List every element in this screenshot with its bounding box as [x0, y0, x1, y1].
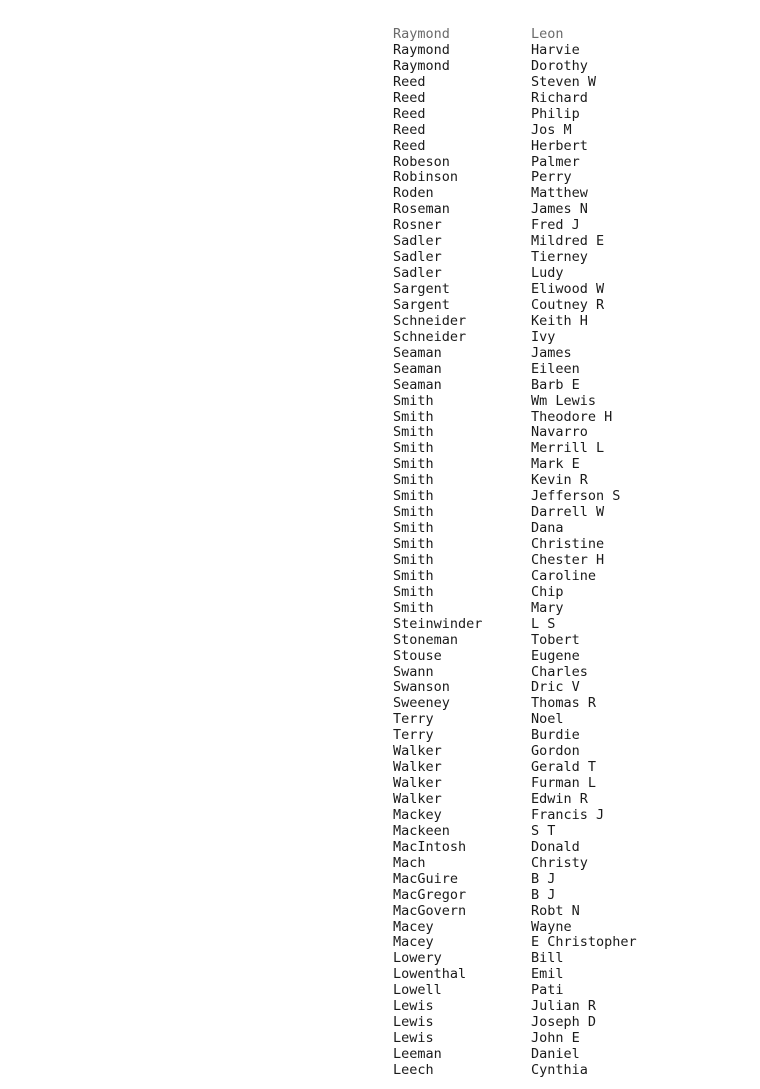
last-name: MacIntosh	[393, 838, 467, 855]
last-name: Smith	[393, 488, 434, 505]
last-name: Leech	[393, 1061, 434, 1078]
first-name: Furman L	[531, 775, 597, 792]
last-name: Macey	[393, 918, 434, 935]
first-name: Francis J	[531, 806, 605, 823]
last-name: Sadler	[393, 249, 442, 266]
first-name: Gerald T	[531, 759, 597, 776]
last-name: Swanson	[393, 679, 450, 696]
last-name: Lewis	[393, 998, 434, 1015]
last-name: Sargent	[393, 281, 450, 297]
first-name: Tobert	[531, 631, 580, 648]
first-name: Chip	[531, 583, 564, 600]
last-name: Raymond	[393, 26, 450, 42]
first-name: Noel	[531, 711, 564, 728]
first-name: Dorothy	[531, 57, 588, 74]
first-name: Jefferson S	[531, 488, 621, 505]
last-name: Mackey	[393, 806, 442, 823]
first-name: Daniel	[531, 1046, 580, 1062]
last-name: Reed	[393, 73, 426, 90]
last-name: Sadler	[393, 233, 442, 250]
first-name: Cynthia	[531, 1061, 588, 1078]
first-name: S T	[531, 822, 556, 839]
last-name: MacGuire	[393, 870, 459, 887]
first-name: John E	[531, 1030, 580, 1047]
first-name: Pati	[531, 982, 564, 999]
last-name: Lewis	[393, 1030, 434, 1047]
last-name: Smith	[393, 504, 434, 521]
first-name: Mark E	[531, 456, 580, 473]
first-name: Merrill L	[531, 440, 605, 457]
last-name: Terry	[393, 711, 434, 728]
first-name: Christine	[531, 536, 605, 552]
last-name: Walker	[393, 791, 442, 807]
last-name: Smith	[393, 599, 434, 616]
first-name: Leon	[531, 26, 564, 42]
first-name: Mary	[531, 599, 564, 616]
last-name: Sadler	[393, 265, 442, 282]
last-name: Leeman	[393, 1046, 442, 1062]
last-name: Smith	[393, 456, 434, 473]
last-name: Lowell	[393, 982, 442, 999]
first-name: Wayne	[531, 918, 572, 935]
first-name: Navarro	[531, 424, 588, 441]
last-name: Smith	[393, 424, 434, 441]
first-name: B J	[531, 886, 556, 903]
first-name: Dric V	[531, 679, 580, 696]
last-name: Reed	[393, 105, 426, 122]
last-name: MacGregor	[393, 886, 467, 903]
last-name: Smith	[393, 520, 434, 537]
last-name: Smith	[393, 472, 434, 489]
last-name: Smith	[393, 583, 434, 600]
first-name: Tierney	[531, 249, 588, 266]
first-name: Keith H	[531, 312, 588, 329]
last-name: Roseman	[393, 201, 450, 218]
first-name: Gordon	[531, 743, 580, 760]
last-name: Stoneman	[393, 631, 459, 648]
first-name: Darrell W	[531, 504, 605, 521]
last-name: Walker	[393, 759, 442, 776]
first-name: James N	[531, 201, 588, 218]
last-name: Schneider	[393, 328, 467, 345]
last-name: Robeson	[393, 153, 450, 170]
first-name: Richard	[531, 89, 588, 106]
first-name: Emil	[531, 966, 564, 983]
first-name: Eugene	[531, 647, 580, 664]
first-name: B J	[531, 870, 556, 887]
first-name: Mildred E	[531, 233, 605, 250]
first-name: Jos M	[531, 121, 572, 138]
last-name: Lowenthal	[393, 966, 467, 983]
last-name: Reed	[393, 89, 426, 106]
first-name: Steven W	[531, 73, 597, 90]
last-name: Smith	[393, 567, 434, 584]
first-name: Caroline	[531, 567, 597, 584]
first-name: Philip	[531, 105, 580, 122]
last-name: Mach	[393, 854, 426, 871]
last-name: Smith	[393, 440, 434, 457]
last-name: Reed	[393, 121, 426, 138]
first-name: Eliwood W	[531, 281, 605, 297]
last-name: Steinwinder	[393, 615, 483, 632]
first-name: Ivy	[531, 328, 556, 345]
first-name: Ludy	[531, 265, 564, 282]
first-name: L S	[531, 615, 556, 632]
first-name: James	[531, 344, 572, 361]
first-name: Kevin R	[531, 472, 588, 489]
last-name: Mackeen	[393, 822, 450, 839]
last-name: Smith	[393, 536, 434, 552]
last-name: Reed	[393, 137, 426, 154]
first-name: Matthew	[531, 185, 588, 202]
first-name: Harvie	[531, 41, 580, 58]
first-name: Julian R	[531, 998, 597, 1015]
last-name: Sargent	[393, 296, 450, 313]
last-name: Stouse	[393, 647, 442, 664]
last-name: Walker	[393, 743, 442, 760]
first-name: Joseph D	[531, 1014, 597, 1031]
last-name: Macey	[393, 934, 434, 951]
first-name: Burdie	[531, 727, 580, 744]
first-name: Theodore H	[531, 408, 613, 425]
first-name: Bill	[531, 950, 564, 967]
last-name: Seaman	[393, 344, 442, 361]
first-name: Coutney R	[531, 296, 605, 313]
first-name: Herbert	[531, 137, 588, 154]
last-name: Swann	[393, 663, 434, 680]
first-name: Edwin R	[531, 791, 588, 807]
last-name: Smith	[393, 408, 434, 425]
last-name: Seaman	[393, 376, 442, 393]
last-name: MacGovern	[393, 902, 467, 919]
first-name: Eileen	[531, 360, 580, 377]
last-name: Smith	[393, 392, 434, 409]
first-name: Thomas R	[531, 695, 597, 712]
last-name: Robinson	[393, 169, 459, 186]
first-name: Chester H	[531, 551, 605, 568]
last-name: Lewis	[393, 1014, 434, 1031]
last-name: Seaman	[393, 360, 442, 377]
last-name: Raymond	[393, 57, 450, 74]
last-name: Walker	[393, 775, 442, 792]
first-name: Robt N	[531, 902, 580, 919]
first-name: Charles	[531, 663, 588, 680]
last-name: Rosner	[393, 217, 442, 234]
last-name: Schneider	[393, 312, 467, 329]
first-name: Dana	[531, 520, 564, 537]
last-name: Lowery	[393, 950, 442, 967]
last-name: Smith	[393, 551, 434, 568]
first-name: Palmer	[531, 153, 580, 170]
first-name: E Christopher	[531, 934, 637, 951]
first-name: Donald	[531, 838, 580, 855]
first-name: Perry	[531, 169, 572, 186]
last-name: Roden	[393, 185, 434, 202]
first-name: Fred J	[531, 217, 580, 234]
last-name: Terry	[393, 727, 434, 744]
first-name: Wm Lewis	[531, 392, 597, 409]
last-name: Sweeney	[393, 695, 450, 712]
first-name: Christy	[531, 854, 588, 871]
first-name: Barb E	[531, 376, 580, 393]
last-name: Raymond	[393, 41, 450, 58]
